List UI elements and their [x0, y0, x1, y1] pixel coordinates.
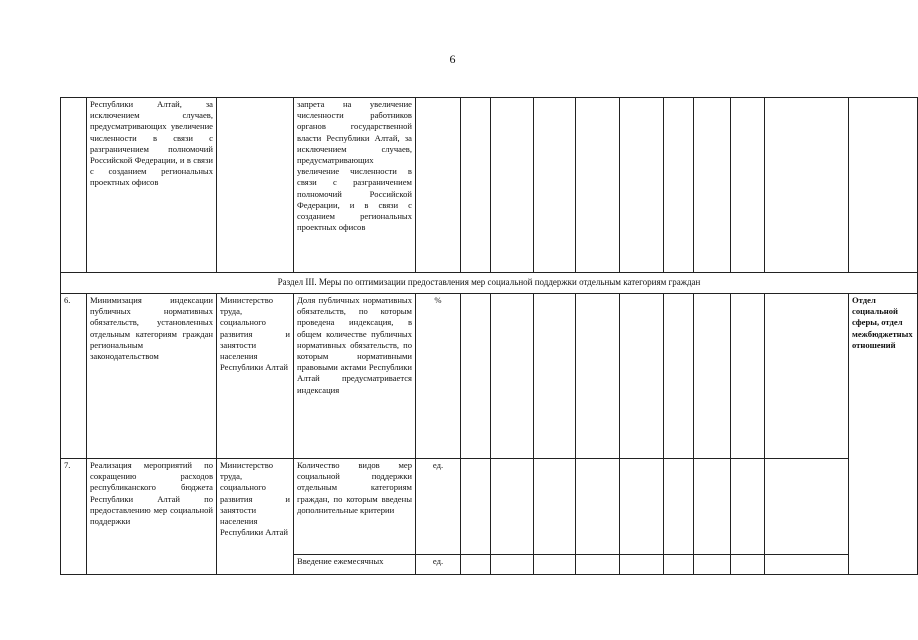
cell-value: [765, 555, 849, 575]
section-header-row: [61, 273, 918, 294]
cell-responsible: [849, 98, 918, 273]
cell-measure: Республики Алтай, за исключением случаев, предусматривающих увеличение численности в связи с разграничением полномочий Российской Федерации, и в связи с созданием региональных проектных офисов: [87, 98, 217, 273]
cell-num: [61, 98, 87, 273]
cell-unit: %: [416, 294, 461, 459]
cell-executor: Министерство труда, социального развития и занятости населения Республики Алтай: [217, 294, 294, 459]
cell-num: 6.: [61, 294, 87, 459]
cell-value: [576, 459, 620, 555]
cell-value: [694, 98, 731, 273]
cell-value: [620, 459, 664, 555]
cell-indicator: запрета на увеличение численности работников органов государственной власти Республики Алтай, за исключением случаев, предусматривающих увеличение численности в связи с разграничением полномочий Российской Федерации, и в связи с созданием региональных проектных офисов: [294, 98, 416, 273]
cell-value: [461, 459, 491, 555]
cell-value: [620, 98, 664, 273]
cell-value: [491, 555, 534, 575]
cell-value: [534, 459, 576, 555]
cell-value: [576, 555, 620, 575]
cell-measure: Минимизация индексации публичных нормативных обязательств, установленных отдельным категориям граждан региональным законодательством: [87, 294, 217, 459]
section-title: Раздел III. Меры по оптимизации предоставления мер социальной поддержки отдельным категориям граждан: [61, 273, 918, 294]
measures-table: [60, 97, 918, 575]
table-row-7: [61, 459, 918, 555]
cell-num: 7.: [61, 459, 87, 575]
table-row-6: [61, 294, 918, 459]
cell-value: [664, 459, 694, 555]
cell-value: [461, 294, 491, 459]
cell-value: [491, 459, 534, 555]
cell-value: [461, 555, 491, 575]
cell-value: [534, 98, 576, 273]
page-number: 6: [449, 52, 456, 66]
cell-value: [576, 98, 620, 273]
cell-measure: Реализация мероприятий по сокращению расходов республиканского бюджета Республики Алтай по предоставлению мер социальной поддержки: [87, 459, 217, 575]
cell-value: [534, 555, 576, 575]
cell-value: [664, 555, 694, 575]
cell-indicator: Количество видов мер социальной поддержки отдельным категориям граждан, по которым введены дополнительные критерии: [294, 459, 416, 555]
cell-value: [694, 294, 731, 459]
cell-value: [491, 98, 534, 273]
cell-responsible: Отдел социальной сферы, отдел межбюджетных отношений: [849, 294, 918, 575]
cell-value: [765, 294, 849, 459]
table-row-continued: [61, 98, 918, 273]
cell-value: [694, 555, 731, 575]
cell-value: [731, 555, 765, 575]
cell-value: [664, 294, 694, 459]
cell-value: [664, 98, 694, 273]
cell-value: [765, 459, 849, 555]
cell-value: [461, 98, 491, 273]
cell-indicator: Введение ежемесячных: [294, 555, 416, 575]
cell-value: [576, 294, 620, 459]
cell-unit: ед.: [416, 555, 461, 575]
cell-value: [694, 459, 731, 555]
cell-executor: [217, 98, 294, 273]
cell-unit: [416, 98, 461, 273]
cell-value: [620, 555, 664, 575]
cell-value: [765, 98, 849, 273]
cell-value: [620, 294, 664, 459]
cell-executor: Министерство труда, социального развития и занятости населения Республики Алтай: [217, 459, 294, 575]
cell-value: [731, 294, 765, 459]
cell-value: [491, 294, 534, 459]
cell-unit: ед.: [416, 459, 461, 555]
cell-indicator: Доля публичных нормативных обязательств, по которым проведена индексация, в общем количестве публичных нормативных обязательств, по которым нормативными правовыми актами Республики Алтай предусматривается индексация: [294, 294, 416, 459]
cell-value: [731, 98, 765, 273]
cell-value: [534, 294, 576, 459]
cell-value: [731, 459, 765, 555]
